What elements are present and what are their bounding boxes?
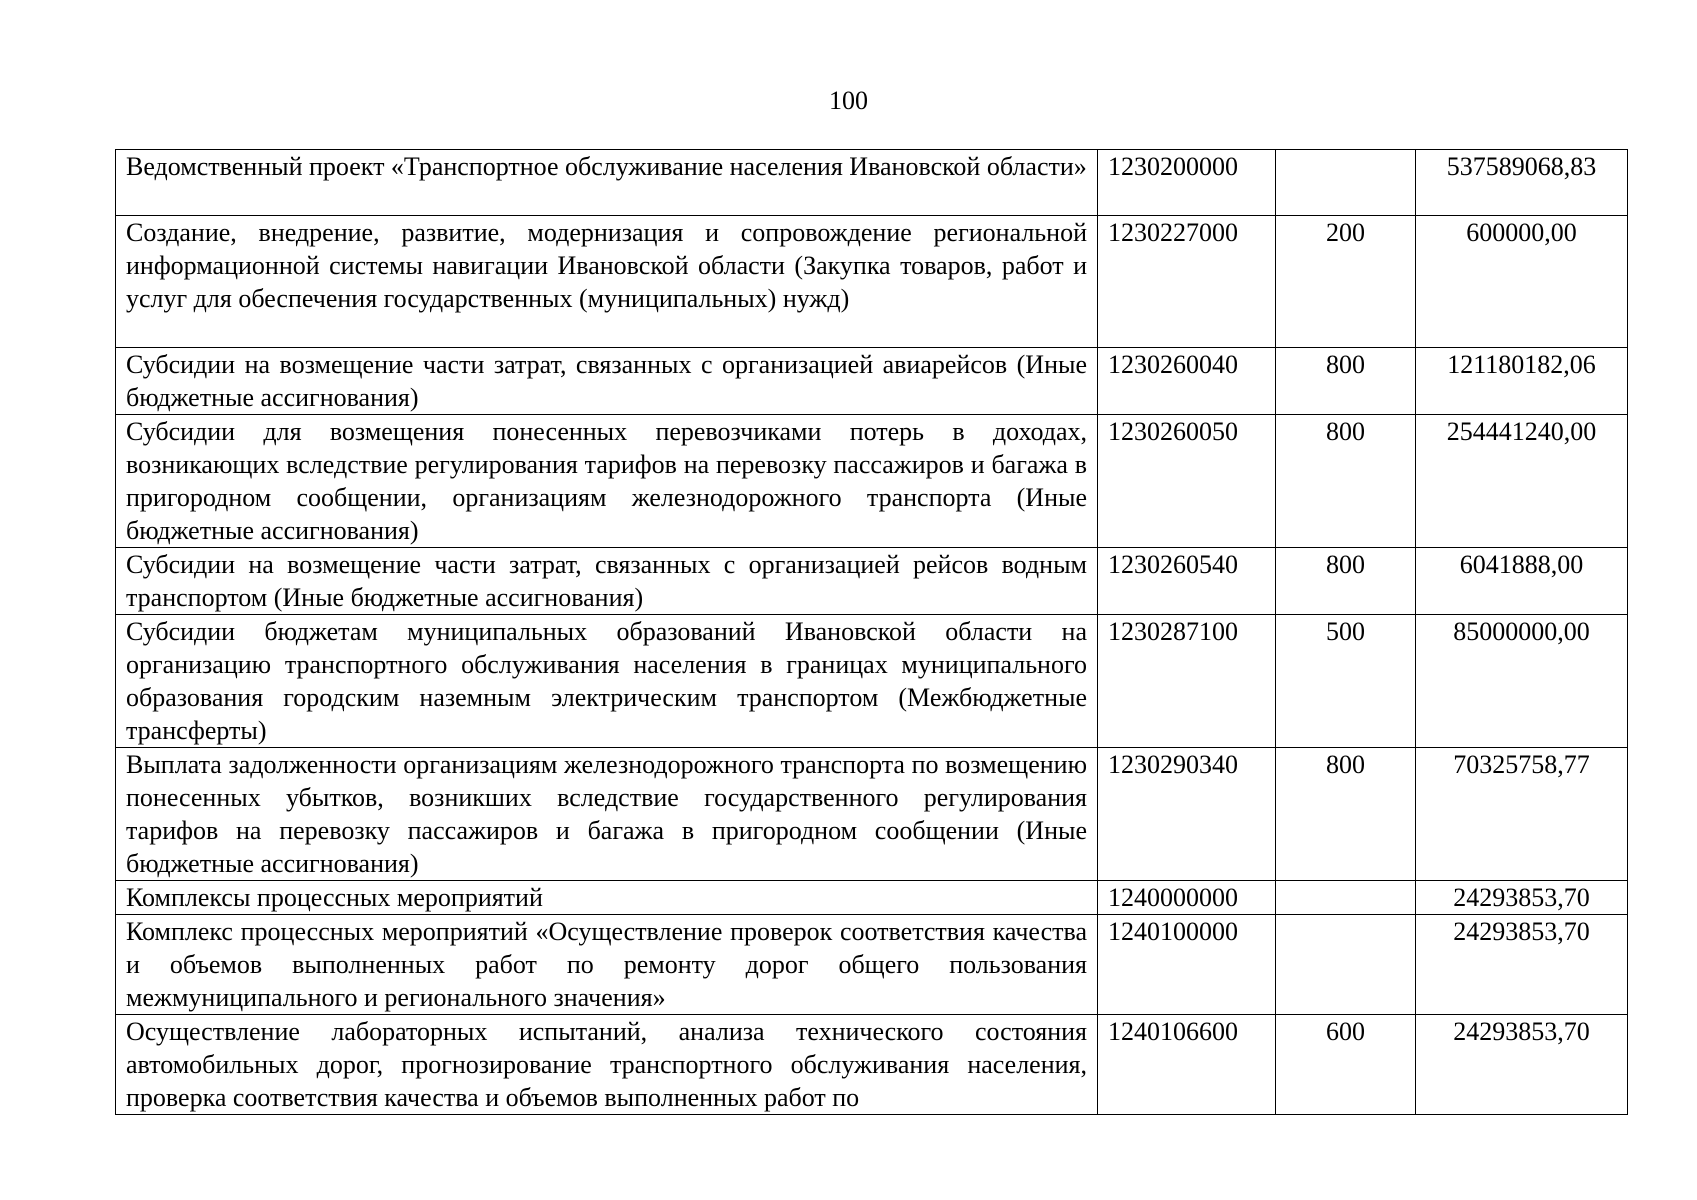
row-code-cell: 1230260040 bbox=[1098, 348, 1276, 415]
row-amount-cell: 537589068,83 bbox=[1416, 150, 1628, 216]
row-type-cell bbox=[1276, 881, 1416, 915]
row-code-cell: 1240000000 bbox=[1098, 881, 1276, 915]
row-name-cell: Ведомственный проект «Транспортное обслуживание населения Ивановской области» bbox=[116, 150, 1098, 216]
page-number: 100 bbox=[829, 86, 868, 115]
row-code-cell: 1240100000 bbox=[1098, 915, 1276, 1015]
table-row bbox=[116, 216, 1628, 348]
table-row bbox=[116, 348, 1628, 415]
row-amount-cell: 600000,00 bbox=[1416, 216, 1628, 348]
table-row bbox=[116, 615, 1628, 748]
row-amount-cell: 24293853,70 bbox=[1416, 1015, 1628, 1115]
row-code-cell: 1230287100 bbox=[1098, 615, 1276, 748]
row-amount-cell: 85000000,00 bbox=[1416, 615, 1628, 748]
row-amount-cell: 254441240,00 bbox=[1416, 415, 1628, 548]
row-name-cell: Комплексы процессных мероприятий bbox=[116, 881, 1098, 915]
row-amount-cell: 24293853,70 bbox=[1416, 915, 1628, 1015]
row-name-cell: Субсидии бюджетам муниципальных образований Ивановской области на организацию транспортного обслуживания населения в границах муниципального образования городским наземным электрическим транспортом (Межбюджетные трансферты) bbox=[116, 615, 1098, 748]
row-amount-cell: 121180182,06 bbox=[1416, 348, 1628, 415]
table-row bbox=[116, 915, 1628, 1015]
row-name-cell: Субсидии на возмещение части затрат, связанных с организацией авиарейсов (Иные бюджетные ассигнования) bbox=[116, 348, 1098, 415]
row-amount-cell: 70325758,77 bbox=[1416, 748, 1628, 881]
row-name-cell: Осуществление лабораторных испытаний, анализа технического состояния автомобильных дорог, прогнозирование транспортного обслуживания населения, проверка соответствия качества и объемов выполненных работ по bbox=[116, 1015, 1098, 1115]
row-type-cell: 500 bbox=[1276, 615, 1416, 748]
row-name-cell: Выплата задолженности организациям железнодорожного транспорта по возмещению понесенных убытков, возникших вследствие государственного регулирования тарифов на перевозку пассажиров и багажа в пригородном сообщении (Иные бюджетные ассигнования) bbox=[116, 748, 1098, 881]
budget-table bbox=[115, 149, 1628, 1115]
row-code-cell: 1230290340 bbox=[1098, 748, 1276, 881]
row-amount-cell: 6041888,00 bbox=[1416, 548, 1628, 615]
row-type-cell: 200 bbox=[1276, 216, 1416, 348]
row-code-cell: 1230260050 bbox=[1098, 415, 1276, 548]
row-name-cell: Субсидии для возмещения понесенных перевозчиками потерь в доходах, возникающих вследствие регулирования тарифов на перевозку пассажиров и багажа в пригородном сообщении, организациям железнодорожного транспорта (Иные бюджетные ассигнования) bbox=[116, 415, 1098, 548]
row-name-cell: Субсидии на возмещение части затрат, связанных с организацией рейсов водным транспортом (Иные бюджетные ассигнования) bbox=[116, 548, 1098, 615]
row-type-cell bbox=[1276, 915, 1416, 1015]
row-type-cell: 600 bbox=[1276, 1015, 1416, 1115]
row-type-cell: 800 bbox=[1276, 348, 1416, 415]
table-row bbox=[116, 748, 1628, 881]
row-name-cell: Создание, внедрение, развитие, модернизация и сопровождение региональной информационной системы навигации Ивановской области (Закупка товаров, работ и услуг для обеспечения государственных (муниципальных) нужд) bbox=[116, 216, 1098, 348]
row-code-cell: 1230200000 bbox=[1098, 150, 1276, 216]
row-type-cell bbox=[1276, 150, 1416, 216]
row-code-cell: 1230227000 bbox=[1098, 216, 1276, 348]
table-row bbox=[116, 1015, 1628, 1115]
row-type-cell: 800 bbox=[1276, 548, 1416, 615]
table-row bbox=[116, 415, 1628, 548]
table-row bbox=[116, 881, 1628, 915]
row-type-cell: 800 bbox=[1276, 415, 1416, 548]
row-amount-cell: 24293853,70 bbox=[1416, 881, 1628, 915]
table-row bbox=[116, 150, 1628, 216]
row-name-cell: Комплекс процессных мероприятий «Осуществление проверок соответствия качества и объемов выполненных работ по ремонту дорог общего пользования межмуниципального и регионального значения» bbox=[116, 915, 1098, 1015]
row-type-cell: 800 bbox=[1276, 748, 1416, 881]
row-code-cell: 1230260540 bbox=[1098, 548, 1276, 615]
row-code-cell: 1240106600 bbox=[1098, 1015, 1276, 1115]
table-row bbox=[116, 548, 1628, 615]
